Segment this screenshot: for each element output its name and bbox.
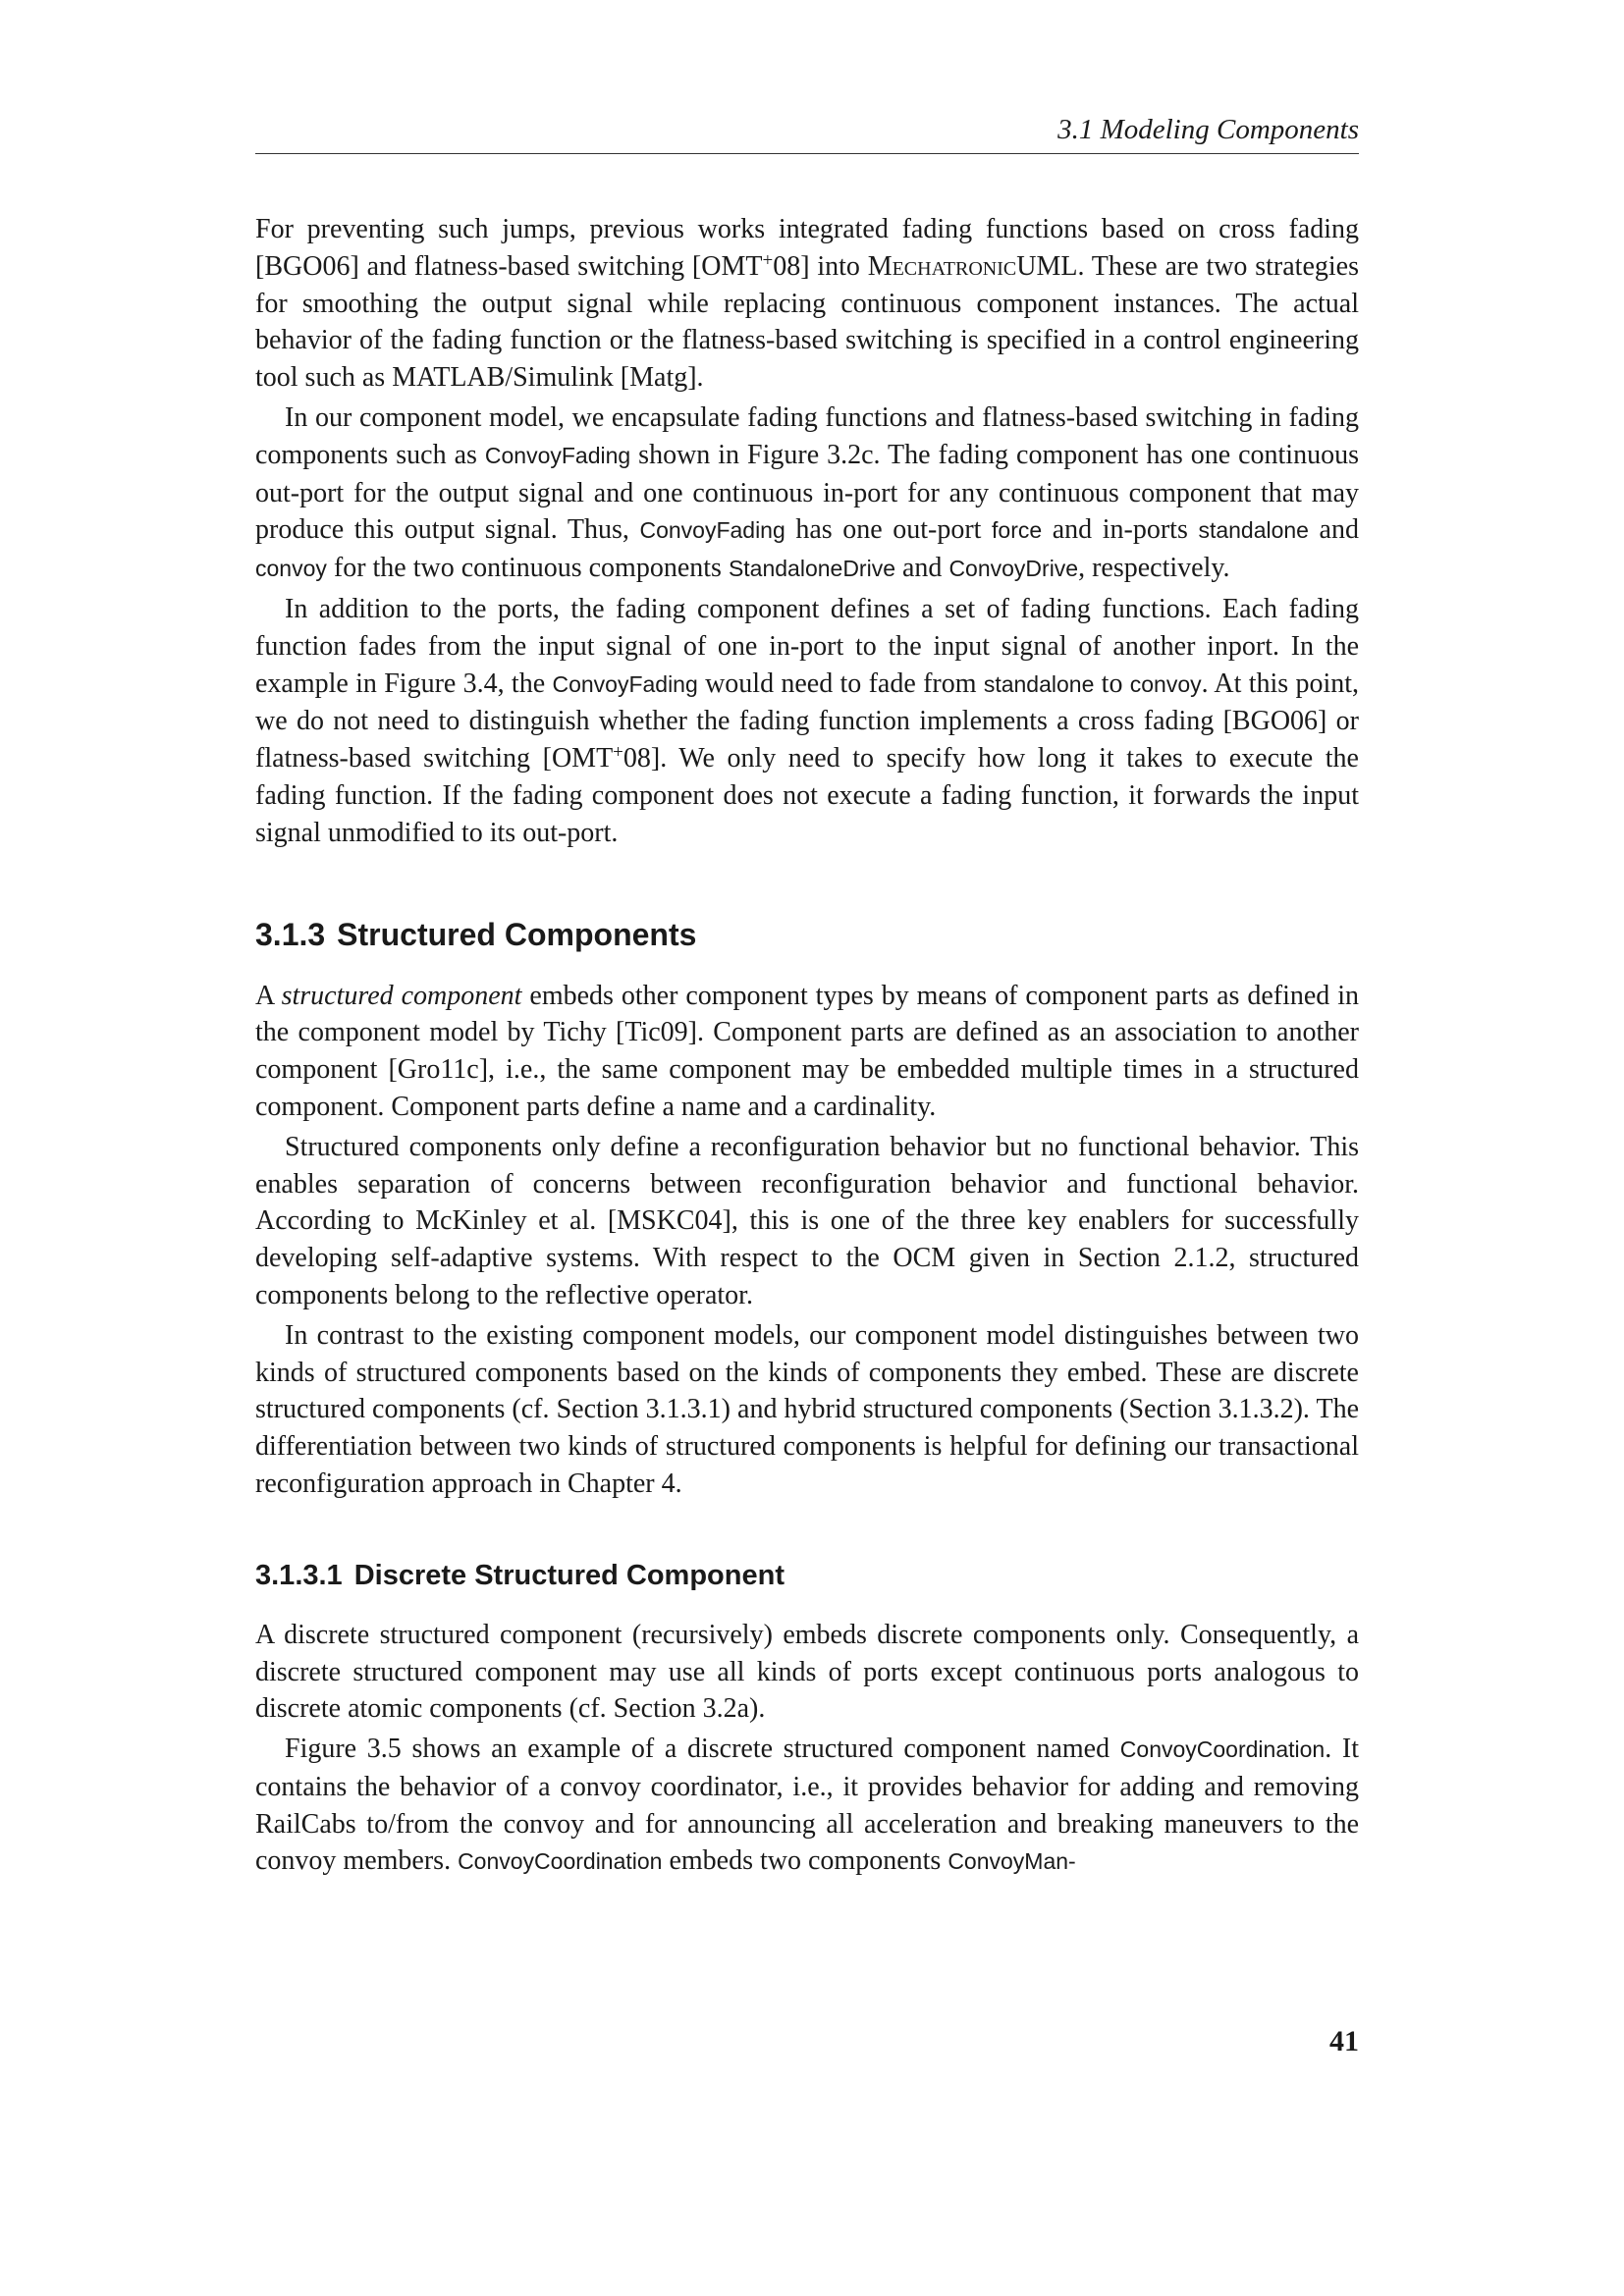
paragraph-structured-component-definition: A structured component embeds other component types by means of component parts as defined in the component model by Tichy [Tic09]. Component parts are defined as an association to another component [Gro11c], i.e., the same component may be embedded multiple times in a structured component. Component parts define a name and a cardinality.	[255, 980, 1359, 1122]
code-term: ConvoyFading	[552, 670, 698, 697]
header-rule	[255, 153, 1359, 154]
code-term: ConvoyCoordination	[458, 1848, 663, 1875]
code-term: standalone	[1198, 517, 1309, 544]
code-term: ConvoyMan-	[947, 1848, 1076, 1875]
code-term: StandaloneDrive	[728, 556, 895, 582]
code-term: force	[992, 517, 1043, 544]
paragraph-reconfiguration-behavior: Structured components only define a reconfiguration behavior but no functional behavior. This enables separation of concerns between reconfiguration behavior and functional behavior. According to McKinley et al. [MSKC04], this is one of the three key enablers for successfully developing self-adaptive systems. With respect to the OCM given in Section 2.1.2, structured components belong to the reflective operator.	[255, 1131, 1359, 1310]
subsection-heading-discrete-structured-component: 3.1.3.1 Discrete Structured Component	[255, 1559, 785, 1591]
code-term: convoy	[255, 556, 327, 582]
mechatronicuml-name: MechatronicUML	[867, 250, 1078, 282]
page-number: 41	[1329, 2025, 1359, 2057]
paragraph-fading-function-set: In addition to the ports, the fading component defines a set of fading functions. Each fading function fades from the input signal of one in-port to the input signal of another inport. In the example in Figure 3.4, the ConvoyFading would need to fade from standalone to convoy. At this point, we do not need to distinguish whether the fading function implements a cross fading [BGO06] or flatness-based switching [OMT+08]. We only need to specify how long it takes to execute the fading function. If the fading component does not execute a fading function, it forwards the input signal unmodified to its out-port.	[255, 593, 1360, 848]
paragraph-convoy-coordination-example: Figure 3.5 shows an example of a discrete structured component named ConvoyCoordination. It contains the behavior of a convoy coordinator, i.e., it provides behavior for adding and removing RailCabs to/from the convoy and for announcing all acceleration and breaking maneuvers to the convoy members. ConvoyCoordination embeds two components ConvoyMan-	[255, 1734, 1359, 1877]
paragraph-fading-components: In our component model, we encapsulate fading functions and flatness-based switching in fading components such as ConvoyFading shown in Figure 3.2c. The fading component has one continuous out-port for the output signal and one continuous in-port for any continuous component that may produce this output signal. Thus, ConvoyFading has one out-port force and in-ports standalone and convoy for the two continuous components StandaloneDrive and ConvoyDrive, respectively.	[255, 401, 1359, 584]
section-heading-structured-components: 3.1.3 Structured Components	[255, 916, 697, 952]
paragraph-kinds-of-structured-components: In contrast to the existing component models, our component model distinguishes between two kinds of structured components based on the kinds of components they embed. These are discrete structured components (cf. Section 3.1.3.1) and hybrid structured components (Section 3.1.3.2). The differentiation between two kinds of structured components is helpful for defining our transactional reconfiguration approach in Chapter 4.	[255, 1319, 1359, 1499]
code-term: standalone	[983, 670, 1095, 697]
running-header: 3.1 Modeling Components	[1057, 114, 1359, 145]
body-text	[255, 211, 1359, 1881]
superscript-plus: +	[613, 742, 623, 764]
code-term: ConvoyDrive	[948, 556, 1079, 582]
code-term: ConvoyFading	[484, 442, 631, 468]
superscript-plus: +	[762, 249, 774, 271]
paragraph-discrete-structured-definition: A discrete structured component (recursively) embeds discrete components only. Consequently, a discrete structured component may use all kinds of ports except continuous ports analogous to discrete atomic components (cf. Section 3.2a).	[255, 1619, 1359, 1725]
paragraph-fading-functions: For preventing such jumps, previous works integrated fading functions based on cross fading [BGO06] and flatness-based switching [OMT+08] into MechatronicUML. These are two strategies for smoothing the output signal while replacing continuous component instances. The actual behavior of the fading function or the flatness-based switching is specified in a control engineering tool such as MATLAB/Simulink [Matg].	[255, 214, 1359, 394]
emphasized-term: structured component	[281, 980, 522, 1011]
code-term: ConvoyFading	[639, 517, 785, 544]
code-term: convoy	[1129, 670, 1202, 697]
code-term: ConvoyCoordination	[1119, 1736, 1326, 1763]
